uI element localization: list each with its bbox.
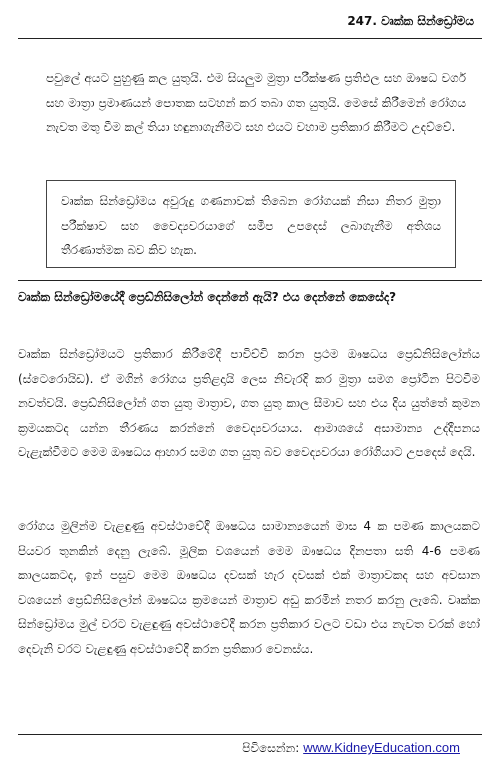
callout-box (46, 180, 456, 268)
answer-paragraph-1: වෘක්ක සින්ඩ්‍රෝමයට ප්‍රතිකාර කිරීමේදී පාවිච්චි කරන ප්‍රථම ඖෂධය ප්‍රෙඩ්නිසිලෝන්ය (ස්ටෙරොයිඩ). ඒ මගින් රෝගය ප්‍රතිළදායි ලෙස නිවැරදි කර මුත්‍රා සමග ප්‍රෝටීන පිටවීම නවත්වයි. ප්‍රෙඩ්නිසිලෝන් ගත යුතු මාත්‍රාව, ගත යුතු කාල සීමාව සහ එය දිය යුත්තේ කුමන ක්‍රමයකටද යන්න තීරණය කරන්නේ වෛද්‍යවරයාය. ආමාශයේ අසාමාන්‍ය උද්දීපනය වැළැක්වීමට මෙම ඖෂධය ආහාර සමග ගත යුතු බව වෛද්‍යවරයා රෝගියාට උපදෙස් දෙයි. (18, 347, 480, 459)
intro-paragraph: පවුලේ අයට පුහුණු කල යුතුයි. එම සියලුම මුත්‍රා පරීක්ෂණ ප්‍රතිඵල සහ ඖෂධ වර්ග සහ මාත්‍රා ප්‍රමාණයන් පොතක සටහන් කර තබා ගත යුතුයි. මෙසේ කිරීමෙන් රෝගය නැවත මතු වීම කල් තියා හඳුනාගැනීමට සහ එයට වහාම ප්‍රතිකාර කිරීමට උදව්වේ. (46, 71, 466, 134)
page-footer (242, 740, 460, 756)
section-divider (18, 280, 482, 281)
page-title: 247. වෘක්ක සින්ඩ්‍රෝමය (347, 14, 474, 28)
footer-divider (18, 734, 482, 735)
answer-paragraph-2: රෝගය මුලින්ම වැළඳුණු අවස්ථාවේදී ඖෂධය සාමාන්‍යයෙන් මාස 4 ක පමණ කාලයකට පියවර තුනකින් දෙනු ලැබේ. මූලික වශයෙන් මෙම ඖෂධය දිනපතා සති 4-6 පමණ කාලයකටද, ඉන් පසුව මෙම ඖෂධය දවසක් හැර දවසක් එක් මාත්‍රාවකද සහ අවසාන වශයෙන් ප්‍රෙඩ්නිසිලෝන් ඖෂධය ක්‍රමයෙන් මාත්‍රාව අඩු කරමින් නතර කරනු ලැබේ. වෘක්ක සින්ඩ්‍රෝමය මුල් වරට වැළඳුණු අවස්ථාවේදී කරන ප්‍රතිකාර වලට වඩා එය නැවත වරක් හෝ දෙවැනි වරට වැළඳුණු අවස්ථාවේදී කරන ප්‍රතිකාර වෙනස්ය. (18, 519, 480, 656)
page-header (18, 4, 482, 39)
footer-label: පිවිසෙන්න: (242, 741, 300, 755)
website-link[interactable]: www.KidneyEducation.com (303, 740, 460, 755)
callout-text: වෘක්ක සින්ඩ්‍රෝමය අවුරුදු ගණනාවක් තිබෙන රෝගයක් නිසා නිතර මුත්‍රා පරීක්ෂාව සහ වෛද්‍යවරයාගේ සමීප උපදෙස් ලබාගැනීම අතිශය තීරණාත්මක බව කිව හැක. (61, 194, 441, 257)
section-question: වෘක්ක සින්ඩ්‍රෝමයේදී ප්‍රෙඩ්නිසිලෝන් දෙන්නේ ඇයි? එය දෙන්නේ කෙසේද? (18, 290, 397, 304)
